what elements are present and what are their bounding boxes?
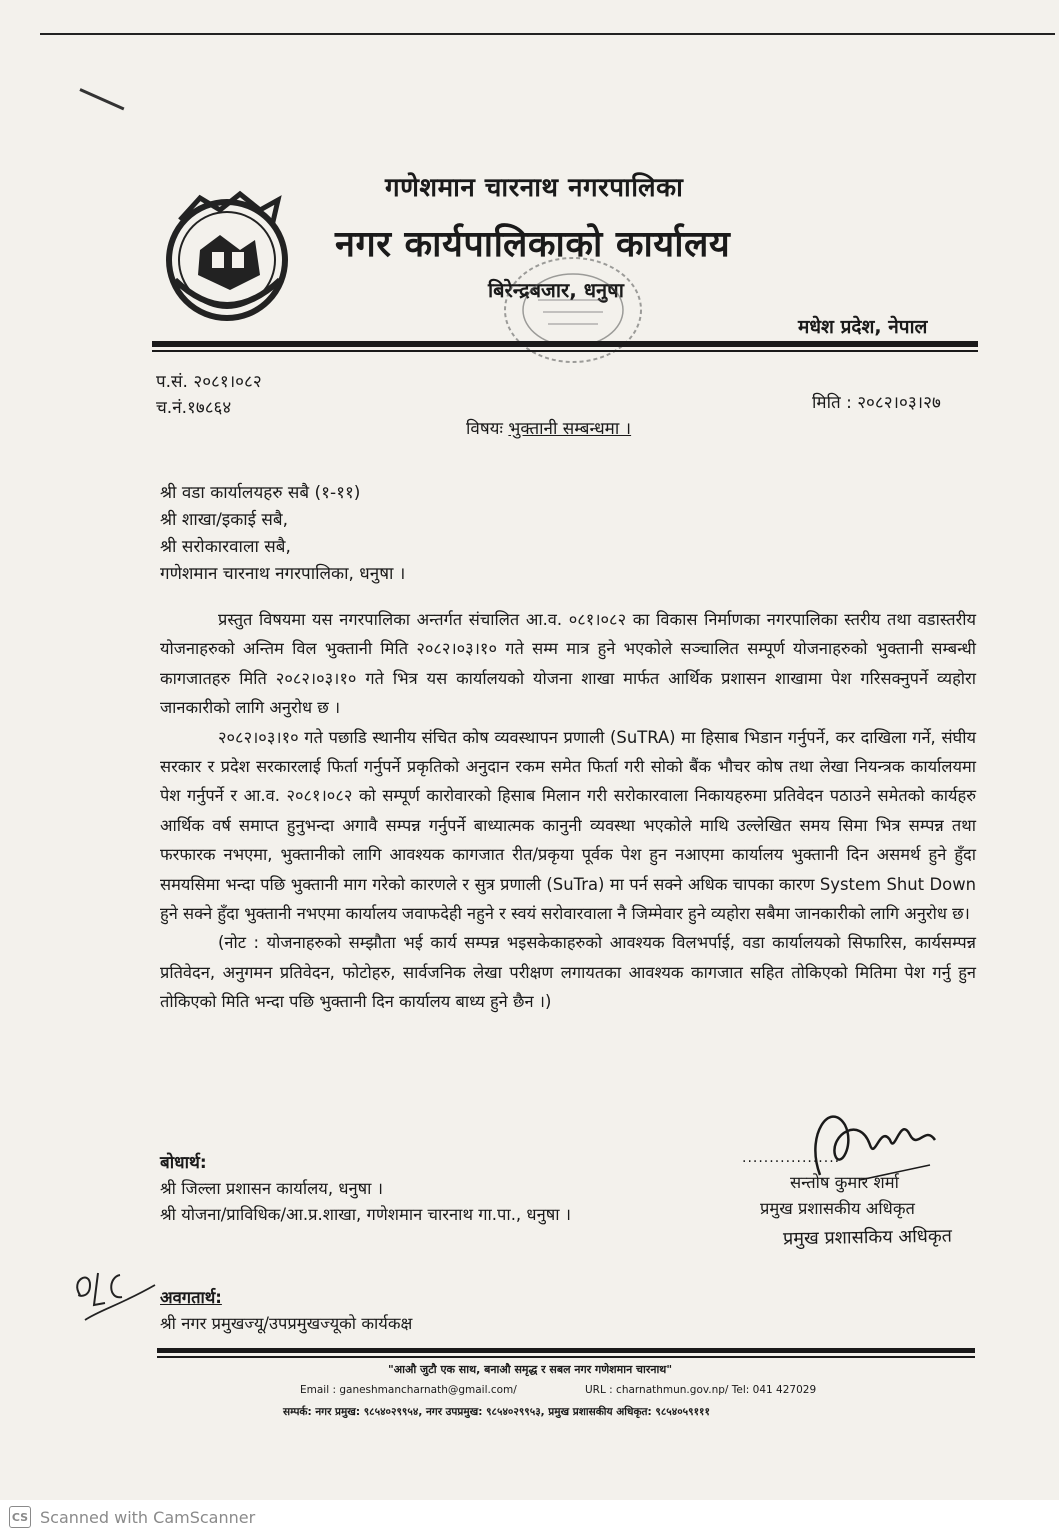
letter-date: मिति : २०८२।०३।२७ [812, 393, 941, 413]
addressee-line: श्री शाखा/इकाई सबै, [160, 510, 289, 530]
addressee-block [160, 480, 405, 588]
signatory-name: सन्तोष कुमार शर्मा [790, 1173, 899, 1192]
addressee-line: श्री वडा कार्यालयहरु सबै (१-११) [160, 483, 361, 503]
avagat-item: श्री नगर प्रमुखज्यू/उपप्रमुखज्यूको कार्यकक्ष [160, 1314, 413, 1333]
handwritten-olc-note-icon [70, 1265, 165, 1345]
pen-mark [79, 88, 124, 110]
camscanner-logo-icon: CS [9, 1506, 31, 1528]
subject-text: भुक्तानी सम्बन्धमा । [508, 419, 632, 439]
subject-line [466, 416, 631, 439]
body-paragraph-2: २०८२।०३।१० गते पछाडि स्थानीय संचित कोष व्यवस्थापन प्रणाली (SuTRA) मा हिसाब भिडान गर्नुपर्ने, कर दाखिला गर्ने, संघीय सरकार र प्रदेश सरकारलाई फिर्ता गर्नुपर्ने प्रकृतिको अनुदान रकम समेत फिर्ता गरी सोको बैंक भौचर कोष तथा लेखा नियन्त्रक कार्यालयमा पेश गर्नुपर्ने र आ.व. २०८१।०८२ को सम्पूर्ण कारोवारको हिसाब मिलान गरी सरोकारवाला निकायहरुमा प्रतिवेदन पठाउने समेतको कार्यहरु आर्थिक वर्ष समाप्त हुनुभन्दा अगावै सम्पन्न गर्नुपर्ने बाध्यात्मक कानुनी व्यवस्था भएकोले माथि उल्लेखित समय सिमा भित्र सम्पन्न तथा फरफारक नभएमा, भुक्तानीको लागि आवश्यक कागजात रीत/प्रकृया पूर्वक पेश हुन नआएमा कार्यालय भुक्तानी दिन असमर्थ हुने हुँदा समयसिमा भन्दा पछि भुक्तानी माग गरेको कारणले र सुत्र प्रणाली (SuTra) मा पर्न सक्ने अधिक चापका कारण System Shut Down हुने सक्ने हुँदा भुक्तानी नभएमा कार्यालय जवाफदेही नहुने र स्वयं सरोवारवाला नै जिम्मेवार हुने व्यहोरा सबैमा जानकारीको लागि अनुरोध छ। [160, 727, 976, 924]
footer-email: Email : ganeshmancharnath@gmail.com/ [300, 1384, 517, 1396]
scanner-watermark-text: Scanned with CamScanner [40, 1508, 256, 1527]
footer-contact [300, 1384, 860, 1396]
header-divider-thin [152, 350, 978, 352]
dispatch-number: च.नं.१७८६४ [156, 398, 232, 418]
signatory-stamp: प्रमुख प्रशासकिय अधिकृत [782, 1225, 953, 1250]
body-paragraph-1: प्रस्तुत विषयमा यस नगरपालिका अन्तर्गत संचालित आ.व. ०८१।०८२ का विकास निर्माणका नगरपालिका स्तरीय तथा वडास्तरीय योजनाहरुको अन्तिम विल भुक्तानी मिति २०८२।०३।१० गते सम्म मात्र हुने भएकोले सञ्चालित सम्पूर्ण योजनाहरुको भुक्तानी सम्बन्धी कागजातहरु मिति २०८२।०३।१० गते भित्र यस कार्यालयको योजना शाखा मार्फत आर्थिक प्रशासन शाखामा पेश गरिसक्नुपर्ने व्यहोरा जानकारीको लागि अनुरोध छ । [160, 610, 976, 718]
province-name: मधेश प्रदेश, नेपाल [798, 316, 928, 338]
letter-body [160, 605, 976, 1017]
office-name: नगर कार्यपालिकाको कार्यालय [335, 224, 731, 265]
municipality-emblem-icon [160, 180, 295, 330]
header-divider-thick [152, 341, 978, 347]
bodharth-heading: बोधार्थ: [160, 1153, 207, 1173]
footer-phones: सम्पर्क: नगर प्रमुख: ९८५४०२९९५४, नगर उपप्रमुख: ९८५४०२९९५३, प्रमुख प्रशासकीय अधिकृत: ९८५४०५९१११ [283, 1406, 710, 1418]
page-top-line [40, 33, 1055, 35]
footer-divider-thin [157, 1356, 975, 1358]
municipality-name: गणेशमान चारनाथ नगरपालिका [385, 173, 684, 203]
footer-url: URL : charnathmun.gov.np/ Tel: 041 427029 [585, 1384, 817, 1396]
footer-slogan: "आऔ जुटौ एक साथ, बनाऔ समृद्ध र सबल नगर गणेशमान चारनाथ" [388, 1363, 673, 1376]
addressee-line: गणेशमान चारनाथ नगरपालिका, धनुषा । [160, 564, 406, 584]
reference-number: प.सं. २०८१।०८२ [156, 372, 262, 392]
signatory-title: प्रमुख प्रशासकीय अधिकृत [760, 1199, 915, 1218]
footer-divider-thick [157, 1348, 975, 1353]
subject-label: विषयः [466, 419, 503, 439]
bodharth-list [160, 1176, 571, 1228]
bodharth-item: श्री जिल्ला प्रशासन कार्यालय, धनुषा । [160, 1179, 383, 1198]
office-seal-stamp-icon [498, 250, 648, 370]
office-address: बिरेन्द्रबजार, धनुषा [488, 278, 624, 302]
body-note: (नोट : योजनाहरुको सम्झौता भई कार्य सम्पन्न भइसकेकाहरुको आवश्यक विलभर्पाई, वडा कार्यालयको सिफारिस, कार्यसम्पन्न प्रतिवेदन, अनुगमन प्रतिवेदन, फोटोहरु, सार्वजनिक लेखा परीक्षण लगायतका आवश्यक कागजात सहित तोकिएको मितिमा पेश गर्नु हुन तोकिएको मिति भन्दा पछि भुक्तानी दिन कार्यालय बाध्य हुने छैन ।) [160, 933, 976, 1012]
bodharth-item: श्री योजना/प्राविधिक/आ.प्र.शाखा, गणेशमान चारनाथ गा.पा., धनुषा । [160, 1205, 572, 1224]
signature-dots: .................. [742, 1150, 841, 1166]
addressee-line: श्री सरोकारवाला सबै, [160, 537, 291, 557]
avagat-heading: अवगतार्थ: [160, 1288, 222, 1307]
